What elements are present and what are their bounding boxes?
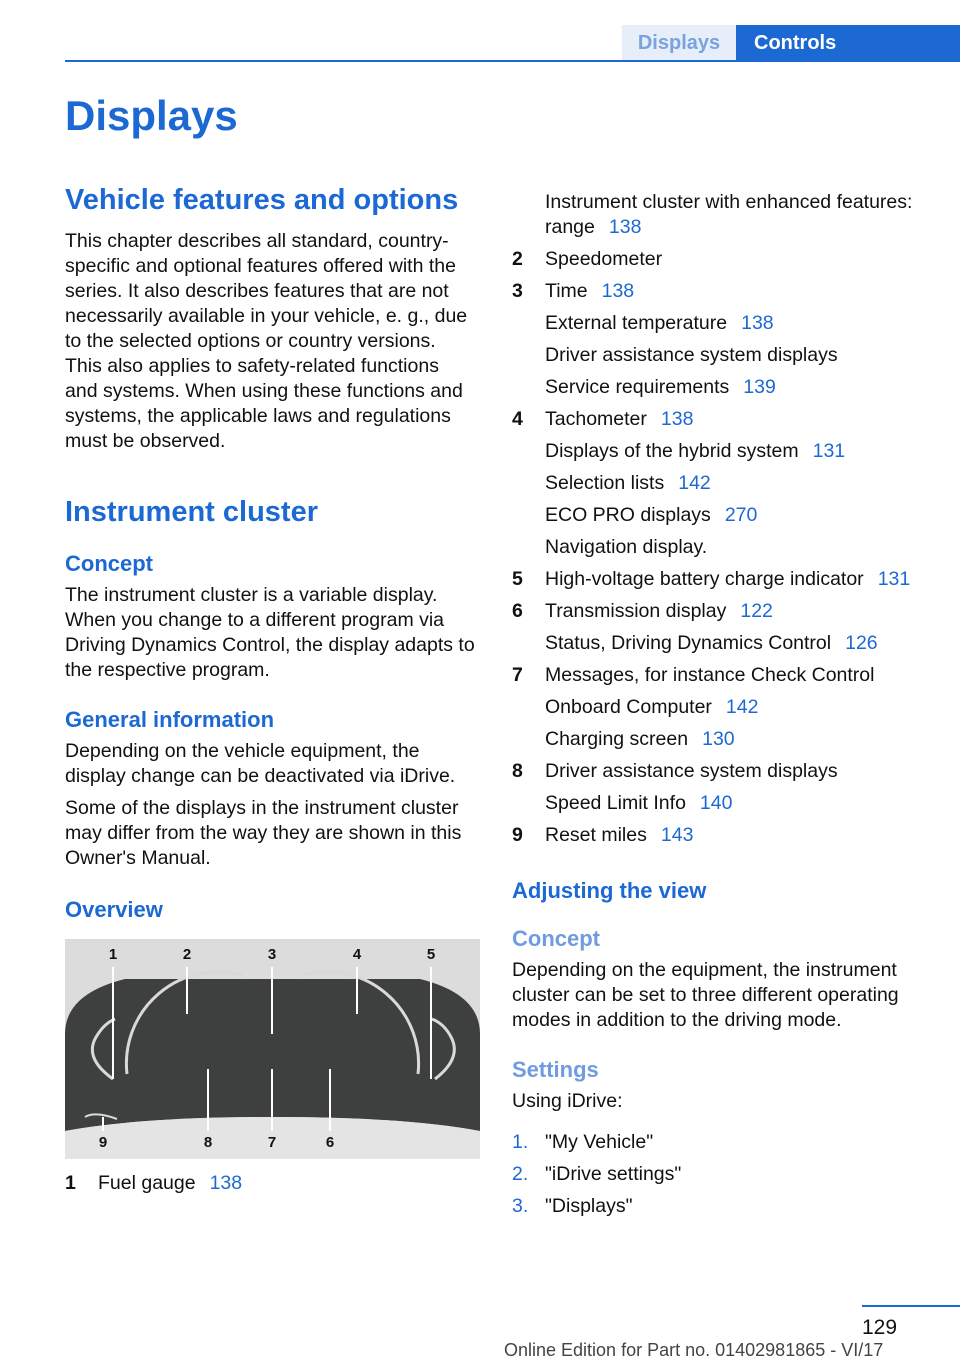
general-info-heading: General information xyxy=(65,707,275,732)
list-item xyxy=(512,823,932,848)
list-item-label: Displays of the hybrid system xyxy=(545,440,799,462)
list-item-text xyxy=(545,759,932,784)
list-item xyxy=(512,791,932,816)
step-text: "My Vehicle" xyxy=(545,1131,654,1153)
list-item xyxy=(512,247,932,272)
list-item-text xyxy=(545,791,932,816)
list-item-number xyxy=(512,439,545,464)
page-ref-link[interactable]: 138 xyxy=(209,1172,243,1194)
page-ref-link[interactable]: 270 xyxy=(724,504,758,526)
list-item-number: 7 xyxy=(512,664,523,686)
settings-text: Using iDrive: xyxy=(512,1090,623,1112)
adjusting-view-heading: Adjusting the view xyxy=(512,878,707,903)
general-info-text-1: Depending on the vehicle equipment, the display change can be deactivated via iDrive. xyxy=(65,740,456,787)
figure-label-8: 8 xyxy=(203,1134,213,1151)
page-ref-link[interactable]: 138 xyxy=(741,312,774,334)
footer-rule xyxy=(862,1305,960,1307)
list-item-number-empty xyxy=(512,190,545,240)
list-item-text xyxy=(545,663,932,688)
page-ref-link[interactable]: 143 xyxy=(660,824,694,846)
legend-list xyxy=(512,247,932,848)
step-item xyxy=(512,1194,932,1219)
list-item-label: Speedometer xyxy=(545,248,663,270)
figure-label-9: 9 xyxy=(98,1134,108,1151)
list-item-label: Driver assistance system displays xyxy=(545,760,838,782)
list-item-number: 9 xyxy=(512,824,523,846)
list-item-number: 6 xyxy=(512,600,523,622)
list-item-label: Navigation display. xyxy=(545,536,708,558)
list-item xyxy=(512,663,932,688)
list-item-text xyxy=(545,471,932,496)
page-ref-link[interactable]: 140 xyxy=(699,792,733,814)
list-item-label: Time xyxy=(545,280,588,302)
list-item-number: 8 xyxy=(512,760,523,782)
page-ref-link[interactable]: 131 xyxy=(877,568,911,590)
concept-heading: Concept xyxy=(65,551,153,576)
list-item-label: Reset miles xyxy=(545,824,647,846)
list-item-number xyxy=(512,727,545,752)
step-number: 1. xyxy=(512,1131,529,1153)
figure-label-3: 3 xyxy=(267,946,277,963)
step-text: "Displays" xyxy=(545,1195,633,1217)
page-title: Displays xyxy=(65,92,238,139)
list-item-number xyxy=(512,311,545,336)
list-item-label: Instrument cluster with enhanced features: range xyxy=(545,191,913,238)
list-item-text xyxy=(545,535,932,560)
list-item-label: Service requirements xyxy=(545,376,730,398)
adjust-concept-text: Depending on the equipment, the instrument cluster can be set to three different operating modes in addition to the driving mode. xyxy=(512,959,899,1031)
page-ref-link[interactable]: 138 xyxy=(601,280,635,302)
figure-label-4: 4 xyxy=(352,946,362,963)
list-item-label: Status, Driving Dynamics Control xyxy=(545,632,832,654)
list-item xyxy=(512,343,932,368)
list-item-label: Messages, for instance Check Control xyxy=(545,664,875,686)
list-item-label: Fuel gauge xyxy=(98,1172,196,1194)
list-item xyxy=(512,439,932,464)
concept-text: The instrument cluster is a variable display. When you change to a different program via Driving Dynamics Control, the display adapts to the respective program. xyxy=(65,584,475,681)
page-ref-link[interactable]: 139 xyxy=(743,376,776,398)
list-item-text xyxy=(545,695,932,720)
list-item xyxy=(512,471,932,496)
list-item-text xyxy=(545,503,932,528)
list-item-number xyxy=(512,375,545,400)
left-column xyxy=(65,180,475,1203)
list-item-number: 1 xyxy=(65,1172,76,1194)
figure-label-2: 2 xyxy=(182,946,192,963)
list-item-label: Transmission display xyxy=(545,600,727,622)
list-item xyxy=(512,503,932,528)
step-item xyxy=(512,1130,932,1155)
figure-label-7: 7 xyxy=(267,1134,277,1151)
list-item-text xyxy=(545,247,932,272)
general-info-text-2: Some of the displays in the instrument cluster may differ from the way they are shown in this Owner's Manual. xyxy=(65,797,462,869)
tab-displays[interactable]: Displays xyxy=(622,25,736,61)
list-item-text xyxy=(545,279,932,304)
list-item-text xyxy=(545,599,932,624)
settings-heading: Settings xyxy=(512,1057,599,1082)
list-item xyxy=(512,407,932,432)
list-item-label: External temperature xyxy=(545,312,728,334)
header-rule xyxy=(65,60,960,62)
list-item-text xyxy=(98,1171,475,1196)
list-item-text xyxy=(545,311,932,336)
list-item xyxy=(512,535,932,560)
list-item xyxy=(512,279,932,304)
list-item-label: High-voltage battery charge indicator xyxy=(545,568,864,590)
figure-label-1: 1 xyxy=(108,946,118,963)
list-item xyxy=(512,727,932,752)
page-ref-link[interactable]: 142 xyxy=(678,472,711,494)
list-item-number: 5 xyxy=(512,568,523,590)
list-item-text xyxy=(545,439,932,464)
step-text: "iDrive settings" xyxy=(545,1163,682,1185)
figure-label-5: 5 xyxy=(426,946,436,963)
list-item-text xyxy=(545,375,932,400)
list-item xyxy=(512,311,932,336)
list-item xyxy=(512,759,932,784)
step-number: 3. xyxy=(512,1195,529,1217)
list-item-label: Charging screen xyxy=(545,728,689,750)
instrument-cluster-illustration xyxy=(65,939,480,1159)
adjust-concept-heading: Concept xyxy=(512,926,600,951)
list-item-text xyxy=(545,823,932,848)
list-item-text xyxy=(545,343,932,368)
list-item-number xyxy=(512,791,545,816)
page-ref-link[interactable]: 130 xyxy=(702,728,735,750)
list-item-number xyxy=(512,471,545,496)
right-column xyxy=(512,190,932,1226)
list-item xyxy=(512,190,932,240)
page-ref-link[interactable]: 126 xyxy=(845,632,878,654)
list-item-number xyxy=(512,695,545,720)
list-item xyxy=(512,695,932,720)
list-item-text xyxy=(545,727,932,752)
page-ref-link[interactable]: 142 xyxy=(725,696,759,718)
list-item-label: ECO PRO displays xyxy=(545,504,711,526)
step-item xyxy=(512,1162,932,1187)
list-item-number: 4 xyxy=(512,408,523,430)
list-item-label: Onboard Computer xyxy=(545,696,712,718)
list-item-number xyxy=(512,343,545,368)
page-number: 129 xyxy=(862,1316,898,1339)
settings-steps xyxy=(512,1130,932,1219)
instrument-cluster-figure xyxy=(65,939,480,1159)
list-item-number: 3 xyxy=(512,280,523,302)
list-item xyxy=(512,631,932,656)
tab-controls[interactable]: Controls xyxy=(736,25,960,61)
page-ref-link[interactable]: 122 xyxy=(740,600,773,622)
overview-heading: Overview xyxy=(65,897,163,922)
vehicle-features-heading: Vehicle features and options xyxy=(65,184,459,216)
list-item xyxy=(65,1171,475,1196)
list-item-label: Tachometer xyxy=(545,408,647,430)
list-item-label: Driver assistance system displays xyxy=(545,344,838,366)
list-item-text xyxy=(545,190,932,240)
list-item-number xyxy=(512,503,545,528)
list-item-number: 2 xyxy=(512,248,523,270)
page-ref-link[interactable]: 138 xyxy=(660,408,694,430)
edition-note: Online Edition for Part no. 01402981865 - VI/17 xyxy=(504,1340,884,1360)
list-item xyxy=(512,375,932,400)
vehicle-features-text: This chapter describes all standard, country-specific and optional features offered with the series. It also describes features that are not necessarily available in your vehicle, e. g., due to the selected options or country versions. This also applies to safety-related functions and systems. When using these functions and systems, the applicable laws and regulations must be observed. xyxy=(65,230,468,452)
list-item-number xyxy=(512,535,545,560)
list-item-label: Speed Limit Info xyxy=(545,792,686,814)
list-item xyxy=(512,599,932,624)
list-item xyxy=(512,567,932,592)
instrument-cluster-heading: Instrument cluster xyxy=(65,496,318,528)
list-item-label: Selection lists xyxy=(545,472,665,494)
list-item-text xyxy=(545,631,932,656)
list-item-text xyxy=(545,567,932,592)
list-item-text xyxy=(545,407,932,432)
page-ref-link[interactable]: 138 xyxy=(608,216,642,238)
page-ref-link[interactable]: 131 xyxy=(812,440,846,462)
list-item-number xyxy=(512,631,545,656)
figure-label-6: 6 xyxy=(325,1134,335,1151)
step-number: 2. xyxy=(512,1163,529,1185)
